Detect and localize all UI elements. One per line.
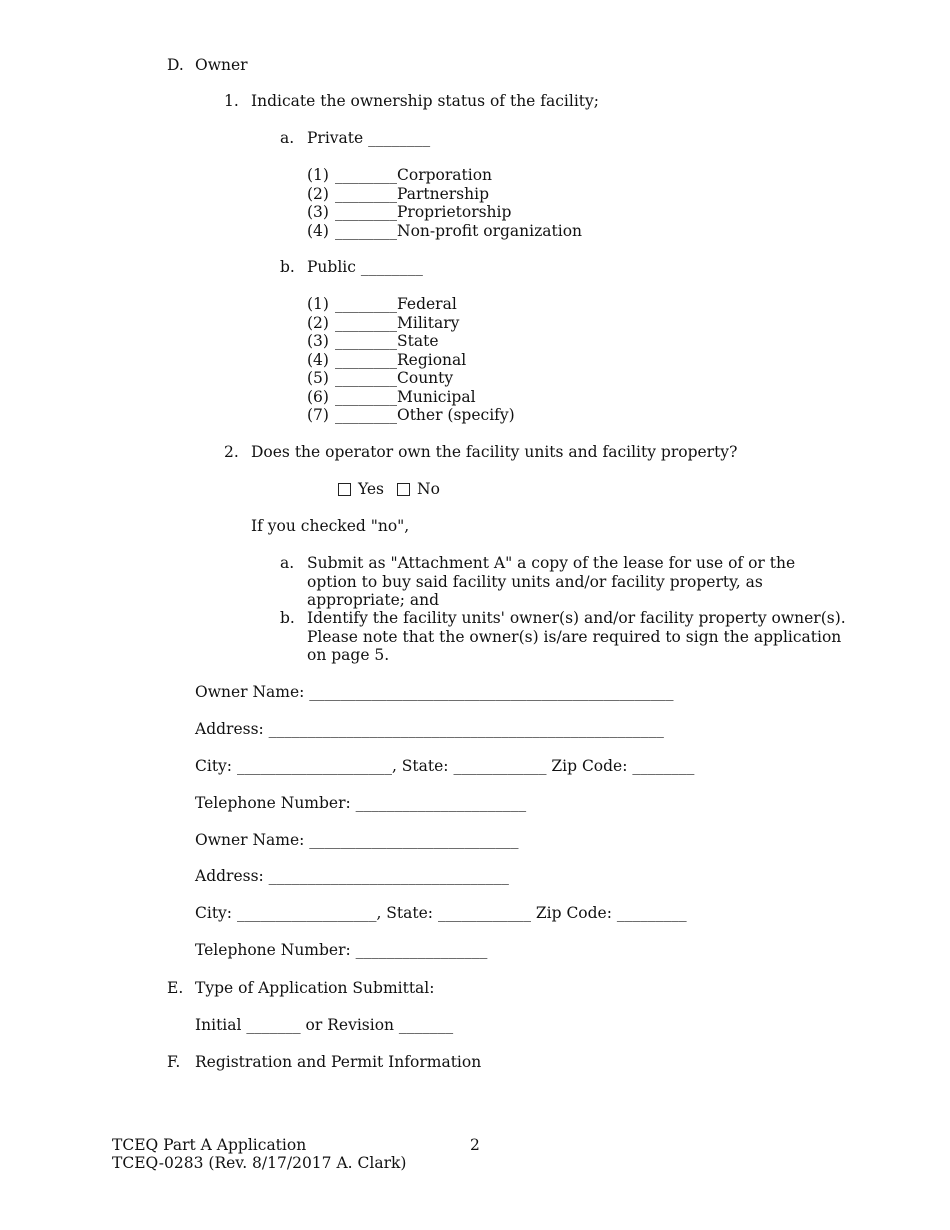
item-b-text: Identify the facility units' owner(s) and/or facility property owner(s). Please note that the owner(s) is/are required to sign the application on page 5.	[307, 609, 846, 664]
public-item-num: (4)	[307, 350, 329, 369]
section-e-letter: E.	[167, 979, 184, 997]
telephone-field[interactable]: Telephone Number: ______________________	[195, 794, 527, 812]
private-item-num: (2)	[307, 184, 329, 203]
section-e-title: Type of Application Submittal:	[195, 979, 435, 997]
owner-name-field[interactable]: Owner Name: ___________________________	[195, 831, 519, 849]
footer-form-revision: TCEQ-0283 (Rev. 8/17/2017 A. Clark)	[112, 1154, 407, 1172]
no-checkbox[interactable]	[397, 483, 410, 496]
public-item-num: (2)	[307, 313, 329, 332]
no-label: No	[417, 480, 440, 498]
public-item-municipal[interactable]: ________Municipal	[335, 387, 476, 406]
city-state-zip-field[interactable]: City: ____________________, State: ____________ Zip Code: ________	[195, 757, 695, 775]
public-field[interactable]: Public ________	[307, 258, 423, 276]
public-item-num: (5)	[307, 369, 329, 387]
private-item-partnership[interactable]: ________Partnership	[335, 184, 489, 203]
public-item-num: (7)	[307, 406, 329, 424]
yes-checkbox[interactable]	[338, 483, 351, 496]
public-item-regional[interactable]: ________Regional	[335, 350, 467, 369]
public-item-county[interactable]: ________County	[335, 369, 454, 387]
public-label: b.	[280, 258, 295, 276]
public-item-federal[interactable]: ________Federal	[335, 295, 457, 313]
private-item-proprietorship[interactable]: ________Proprietorship	[335, 203, 512, 221]
owner-name-field[interactable]: Owner Name: _______________________________________________	[195, 683, 674, 701]
telephone-field[interactable]: Telephone Number: _________________	[195, 941, 488, 959]
section-f-letter: F.	[167, 1053, 181, 1071]
private-item-num: (4)	[307, 221, 329, 240]
public-item-other[interactable]: ________Other (specify)	[335, 406, 515, 424]
item-a-label: a.	[280, 554, 295, 572]
question-2-number: 2.	[224, 443, 239, 461]
public-item-state[interactable]: ________State	[335, 332, 439, 350]
city-state-zip-field[interactable]: City: __________________, State: ____________ Zip Code: _________	[195, 904, 687, 922]
section-f-title: Registration and Permit Information	[195, 1053, 482, 1071]
private-item-num: (1)	[307, 166, 329, 184]
question-2-text: Does the operator own the facility units and facility property?	[251, 443, 738, 461]
if-no-text: If you checked "no",	[251, 517, 410, 535]
item-b-label: b.	[280, 609, 295, 627]
private-item-nonprofit[interactable]: ________Non-profit organization	[335, 221, 583, 240]
public-item-num: (1)	[307, 295, 329, 313]
public-item-military[interactable]: ________Military	[335, 313, 460, 332]
question-1-number: 1.	[224, 92, 239, 110]
footer-form-name: TCEQ Part A Application	[112, 1136, 307, 1154]
submittal-type-field[interactable]: Initial _______ or Revision _______	[195, 1016, 454, 1034]
yes-label: Yes	[358, 480, 385, 498]
private-label: a.	[280, 129, 295, 147]
section-d-letter: D.	[167, 56, 184, 74]
page-number: 2	[470, 1136, 480, 1154]
item-a-text: Submit as "Attachment A" a copy of the lease for use of or the option to buy said facility units and/or facility property, as appropriate; and	[307, 554, 796, 609]
private-field[interactable]: Private ________	[307, 129, 431, 147]
question-1-text: Indicate the ownership status of the facility;	[251, 92, 600, 110]
address-field[interactable]: Address: _______________________________	[195, 867, 509, 885]
public-item-num: (6)	[307, 387, 329, 406]
address-field[interactable]: Address: ___________________________________________________	[195, 720, 664, 738]
private-item-corporation[interactable]: ________Corporation	[335, 166, 493, 184]
private-item-num: (3)	[307, 203, 329, 221]
section-d-title: Owner	[195, 56, 248, 74]
public-item-num: (3)	[307, 332, 329, 350]
